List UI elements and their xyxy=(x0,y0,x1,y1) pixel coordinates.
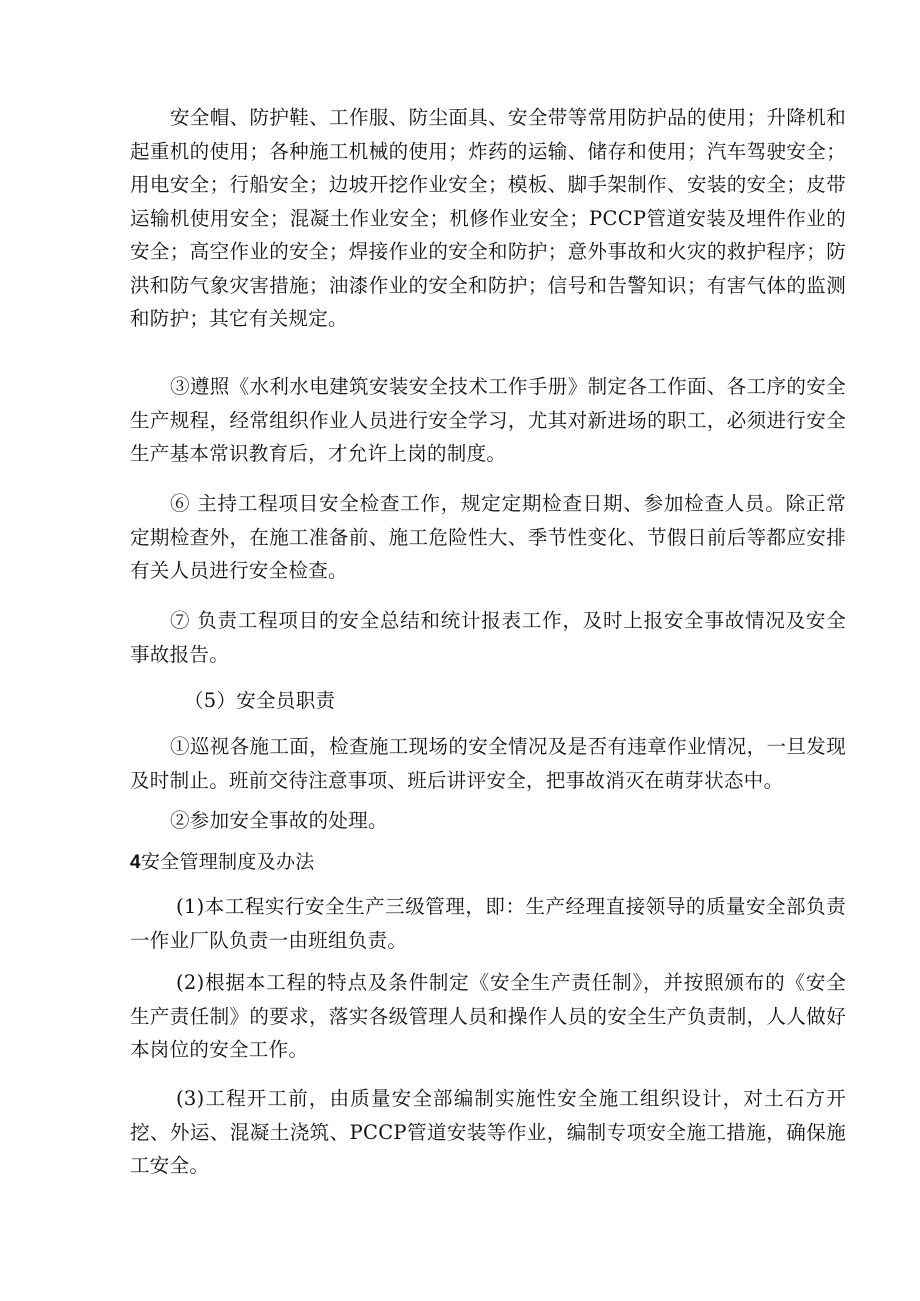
paragraph-three-level-management: (1)本工程实行安全生产三级管理，即：生产经理直接领导的质量安全部负责一作业厂队负责一由班组负责。 xyxy=(130,895,846,952)
section-heading-4 xyxy=(130,846,846,880)
paragraph-responsibility-system: (2)根据本工程的特点及条件制定《安全生产责任制》，并按照颁布的《安全生产责任制》的要求，落实各级管理人员和操作人员的安全生产负责制，人人做好本岗位的安全工作。 xyxy=(130,971,846,1061)
paragraph-accident-handling: ②参加安全事故的处理。 xyxy=(170,809,388,832)
section-title: 安全管理制度及办法 xyxy=(140,851,315,873)
paragraph-patrol: ①巡视各施工面，检查施工现场的安全情况及是否有违章作业情况，一旦发现及时制止。班前交待注意事项、班后讲评安全，把事故消灭在萌芽状态中。 xyxy=(130,735,846,792)
paragraph-construction-design: (3)工程开工前，由质量安全部编制实施性安全施工组织设计，对土石方开挖、外运、混凝土浇筑、PCCP管道安装等作业，编制专项安全施工措施，确保施工安全。 xyxy=(130,1087,846,1177)
subheading-safety-officer-duties: （5）安全员职责 xyxy=(184,689,336,712)
paragraph-safety-inspection: ⑥ 主持工程项目安全检查工作，规定定期检查日期、参加检查人员。除正常定期检查外，在施工准备前、施工危险性大、季节性变化、节假日前后等都应安排有关人员进行安全检查。 xyxy=(130,492,846,582)
paragraph-safety-rules: ③遵照《水利水电建筑安装安全技术工作手册》制定各工作面、各工序的安全生产规程，经常组织作业人员进行安全学习，尤其对新进场的职工，必须进行安全生产基本常识教育后，才允许上岗的制度。 xyxy=(130,375,846,465)
section-number: 4 xyxy=(130,852,141,873)
paragraph-protective-equipment: 安全帽、防护鞋、工作服、防尘面具、安全带等常用防护品的使用；升降机和起重机的使用；各种施工机械的使用；炸药的运输、储存和使用；汽车驾驶安全；用电安全；行船安全；边坡开挖作业安全；模板、脚手架制作、安装的安全；皮带运输机使用安全；混凝土作业安全；机修作业安全；PCCP管道安装及埋件作业的安全；高空作业的安全；焊接作业的安全和防护；意外事故和火灾的救护程序；防洪和防气象灾害措施；油漆作业的安全和防护；信号和告警知识；有害气体的监测和防护；其它有关规定。 xyxy=(130,106,846,330)
paragraph-safety-reporting: ⑦ 负责工程项目的安全总结和统计报表工作，及时上报安全事故情况及安全事故报告。 xyxy=(130,609,846,666)
